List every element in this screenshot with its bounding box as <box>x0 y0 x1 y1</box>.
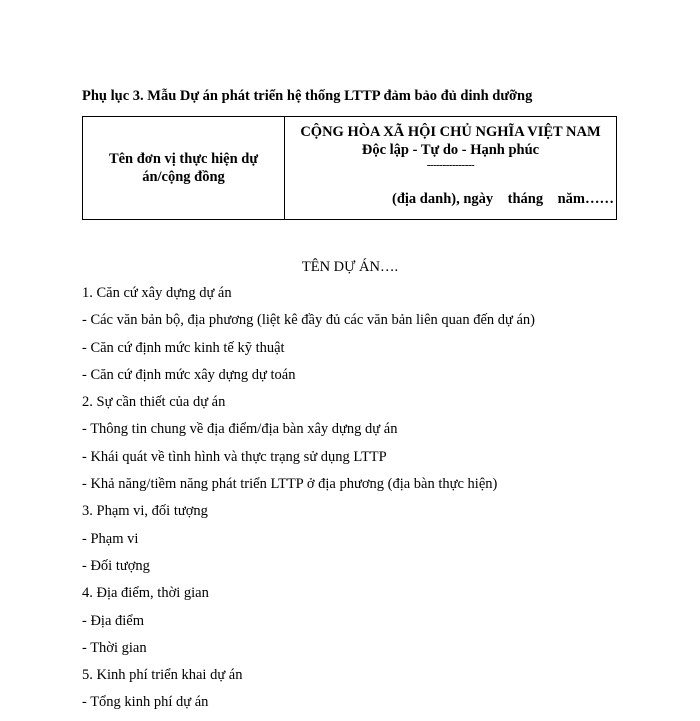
unit-name: Tên đơn vị thực hiện dự án/cộng đồng <box>108 151 259 185</box>
content-line: - Căn cứ định mức kinh tế kỹ thuật <box>82 339 285 356</box>
national-header-cell <box>285 117 617 220</box>
content-line: - Khả năng/tiềm năng phát triển LTTP ở địa phương (địa bàn thực hiện) <box>82 476 498 493</box>
content-line: 1. Căn cứ xây dựng dự án <box>82 285 232 301</box>
content-line: 4. Địa điểm, thời gian <box>82 585 209 602</box>
national-motto: Độc lập - Tự do - Hạnh phúc <box>361 142 540 158</box>
content-line: - Địa điểm <box>82 612 145 629</box>
content-line: - Các văn bản bộ, địa phương (liệt kê đầy đủ các văn bản liên quan đến dự án) <box>82 312 535 329</box>
content-line: - Đối tượng <box>82 557 150 574</box>
content-line: - Phạm vi <box>82 530 139 547</box>
content-line: - Căn cứ định mức xây dựng dự toán <box>82 366 296 383</box>
national-title: CỘNG HÒA XÃ HỘI CHỦ NGHĨA VIỆT NAM <box>300 124 601 140</box>
content-line: - Thông tin chung về địa điểm/địa bàn xây dựng dự án <box>82 421 398 438</box>
header-table <box>82 116 617 220</box>
content-line: 3. Phạm vi, đối tượng <box>82 503 208 520</box>
content-line: - Thời gian <box>82 639 147 656</box>
project-title: TÊN DỰ ÁN…. <box>301 259 399 275</box>
place-date-line: (địa danh), ngày tháng năm…… <box>392 191 614 207</box>
motto-underline: --------------- <box>426 159 475 171</box>
content-line: - Tổng kinh phí dự án <box>82 694 209 711</box>
content-line: 2. Sự cần thiết của dự án <box>82 394 226 411</box>
appendix-title: Phụ lục 3. Mẫu Dự án phát triển hệ thống LTTP đảm bảo đủ dinh dưỡng <box>82 88 533 104</box>
content-line: - Khái quát về tình hình và thực trạng sử dụng LTTP <box>82 448 387 465</box>
unit-cell <box>83 117 285 220</box>
content-line: 5. Kinh phí triển khai dự án <box>82 667 243 684</box>
content-list <box>82 284 622 721</box>
